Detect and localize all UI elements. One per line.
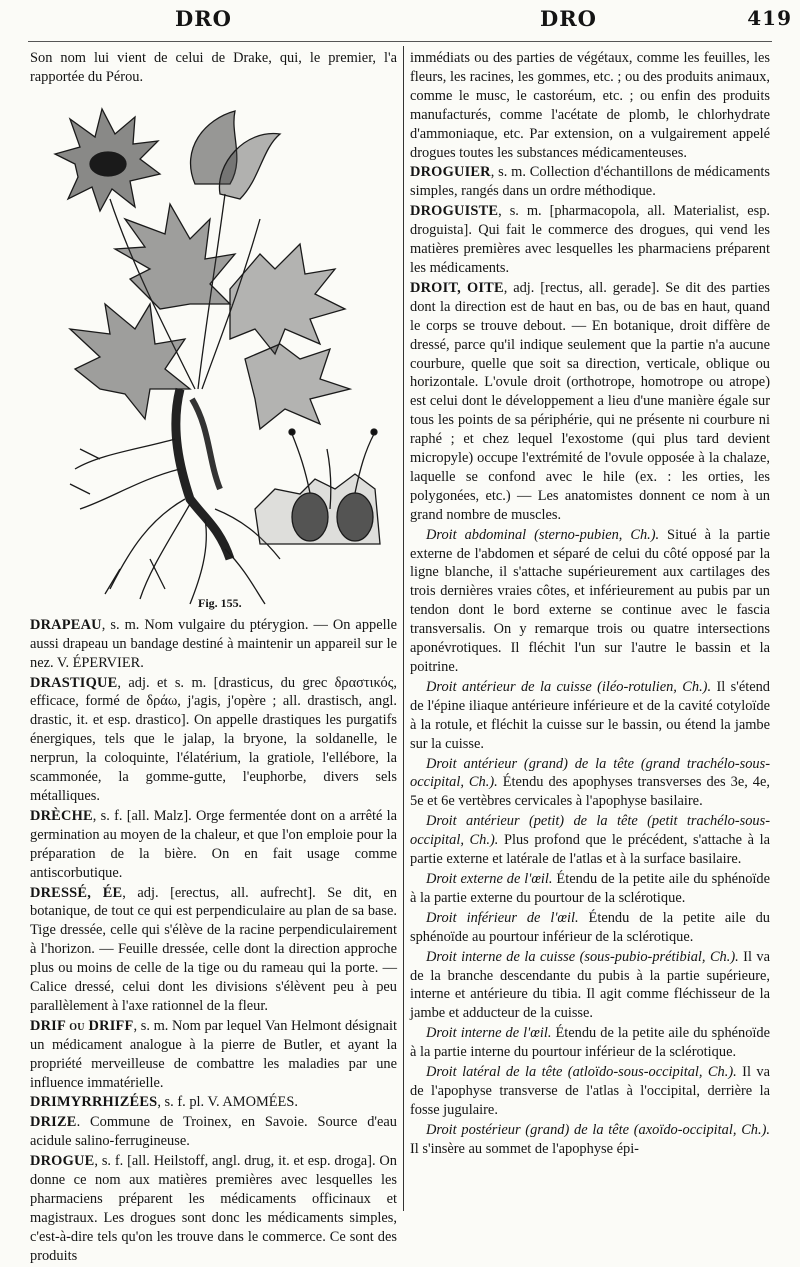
entry-headword: DRIZE [30, 1114, 77, 1131]
right-entries [410, 163, 770, 524]
header-rule [28, 41, 772, 42]
entry-headword: DRIMYRRHIZÉES [30, 1094, 158, 1111]
column-rule [403, 46, 404, 1211]
dictionary-entry [30, 884, 397, 1016]
dictionary-entry [410, 163, 770, 201]
plant-illustration [30, 89, 397, 614]
continuation-paragraph: immédiats ou des parties de végétaux, comme les feuilles, les fleurs, les racines, les gommes, etc. ; ou des produits animaux, comme le musc, le castoréum, etc. ; ou enfin des produits manufacturés, comme l'acétate de plomb, le chlorhydrate d'ammoniaque, etc. Par extension, on a vulgairement appelé drogues toutes les substances médicamenteuses. [410, 50, 770, 161]
muscle-subentry [410, 948, 770, 1024]
entry-headword: DRIF ou DRIFF [30, 1017, 134, 1034]
entry-definition: , s. m. Nom vulgaire du ptérygion. — On appelle aussi drapeau un bandage destiné à maintenir un appareil sur le nez. V. ÉPERVIER. [30, 616, 397, 671]
muscle-subentry [410, 870, 770, 908]
left-entries [30, 616, 397, 1266]
entry-headword: DRAPEAU [30, 616, 102, 633]
subentry-definition: Étendu de la petite aile du sphénoïde à la partie interne du pourtour inférieur de la sclérotique. [410, 1025, 770, 1061]
entry-definition: , s. m. Collection d'échantillons de médicaments simples, rangés dans un ordre méthodique. [410, 164, 770, 200]
entry-definition: , adj. [erectus, all. aufrecht]. Se dit, en botanique, de tout ce qui est perpendiculaire au plan de sa base. Tige dressée, celle qui s'élève de la racine perpendiculairement à l'horizon. — Feuille dressée, celle dont la direction approche plus ou moins de celle de la tige ou du rameau qui la porte. — Calice dressé, celui dont les divisions s'élèvent peu à peu parallèlement à l'axe rationnel de la fleur. [30, 884, 397, 1014]
page-number: 419 [747, 6, 792, 30]
muscle-subentry [410, 909, 770, 947]
entry-headword: DROIT, OITE [410, 279, 504, 296]
muscle-subentry [410, 526, 770, 677]
subentry-term: Droit antérieur de la cuisse (iléo-rotulien, Ch.). [426, 678, 712, 695]
entry-definition: , adj. [rectus, all. gerade]. Se dit des parties dont la direction est de haut en bas, ou de bas en haut, quand le corps se trouve debout. — En botanique, droit diffère de dressé, parce qu'il indique seulement que la partie n'a aucune courbure, quelle que soit sa direction, verticale, oblique ou horizontale. L'ovule droit (orthotrope, homotrope ou atrope) est celui dont le développement a lieu d'une manière égale sur tous les points de sa périphérie, qui ne présente ni courbure ni raphé ; et chez lequel l'exostome (qui plus tard devient micropyle) occupe l'extrémité de l'ovule opposée à la chalaze, laquelle se confond avec le hile (ex. : les orties, les polygonées, etc.) — Les anatomistes donnent ce nom à un grand nombre de muscles. [410, 279, 770, 523]
muscle-subentries [410, 526, 770, 1159]
figure-155 [30, 89, 397, 614]
muscle-subentry [410, 678, 770, 754]
subentry-definition: Il va de l'apophyse transverse de l'atlas à l'occipital, derrière la fosse jugulaire. [410, 1064, 770, 1118]
muscle-subentry [410, 1121, 770, 1159]
entry-definition: , s. m. [pharmacopola, all. Materialist, esp. droguista]. Qui fait le commerce des drogues, qui vend les matières premières avec lesquelles les pharmaciens préparent les médicaments. [410, 203, 770, 276]
entry-headword: DROGUIER [410, 164, 491, 181]
subentry-term: Droit abdominal (sterno-pubien, Ch.). [426, 526, 660, 543]
entry-definition: . Commune de Troinex, en Savoie. Source d'eau acidule salino-ferrugineuse. [30, 1114, 397, 1150]
entry-headword: DRESSÉ, ÉE [30, 884, 123, 901]
intro-paragraph: Son nom lui vient de celui de Drake, qui, le premier, l'a rapportée du Pérou. [30, 50, 397, 85]
muscle-subentry [410, 812, 770, 869]
dictionary-entry [30, 1093, 397, 1112]
entry-headword: DROGUISTE [410, 203, 499, 220]
entry-headword: DROGUE [30, 1153, 95, 1170]
dictionary-entry [30, 616, 397, 673]
running-head-right: DRO [540, 6, 597, 31]
entry-definition: , s. f. pl. V. AMOMÉES. [157, 1094, 298, 1111]
muscle-subentry [410, 1063, 770, 1120]
dictionary-entry [410, 279, 770, 525]
entry-headword: DRASTIQUE [30, 674, 118, 691]
subentry-definition: Il s'étend de l'épine iliaque antérieure inférieure et de la cavité cotyloïde à la rotule, et fléchit la cuisse sur le bassin, ou étend la jambe sur la cuisse. [410, 678, 770, 752]
dictionary-entry [30, 807, 397, 883]
entry-headword: DRÈCHE [30, 807, 93, 824]
dictionary-entry [30, 1113, 397, 1151]
subentry-definition: Étendu de la petite aile du sphénoïde à la partie externe du pourtour de la sclérotique. [410, 870, 770, 906]
dictionary-entry [410, 202, 770, 278]
entry-definition: , s. f. [all. Heilstoff, angl. drug, it. et esp. droga]. On donne ce nom aux matières premières avec lesquelles les pharmaciens préparent les médicaments officinaux et magistraux. Les drogues sont donc les médicaments simples, c'est-à-dire tels qu'on les trouve dans le commerce. Ce sont des produits [30, 1153, 397, 1264]
left-column [30, 49, 397, 1267]
subentry-definition: Il s'insère au sommet de l'apophyse épi- [410, 1140, 639, 1157]
subentry-definition: Étendu des apophyses transverses des 3e, 4e, 5e et 6e vertèbres cervicales à l'apophyse basilaire. [410, 774, 770, 810]
subentry-term: Droit interne de la cuisse (sous-pubio-prétibial, Ch.). [426, 948, 739, 965]
subentry-term: Droit postérieur (grand) de la tête (axoïdo-occipital, Ch.). [426, 1121, 770, 1138]
dictionary-entry [30, 1017, 397, 1093]
dictionary-entry [30, 674, 397, 806]
subentry-term: Droit latéral de la tête (atloïdo-sous-occipital, Ch.). [426, 1064, 737, 1081]
subentry-term: Droit interne de l'œil. [426, 1025, 552, 1042]
subentry-definition: Plus profond que le précédent, s'attache à la partie externe et latérale de l'atlas et à la surface basilaire. [410, 832, 770, 868]
entry-definition: , s. m. Nom par lequel Van Helmont désignait un médicament analogue à la pierre de Butler, et ayant la propriété merveilleuse de combattre les maladies par une influence immatérielle. [30, 1017, 397, 1091]
subentry-term: Droit inférieur de l'œil. [426, 909, 579, 926]
entry-definition: , adj. et s. m. [drasticus, du grec δραστικός, efficace, formé de δράω, j'agis, j'opère ; all. drastisch, angl. drastic, it. et esp. drastico]. On appelle drastiques les purgatifs énergiques, tels que le jalap, la bryone, la soldanelle, le nerprun, la coloquinte, l'élatérium, la gratiole, l'ellébore, la scammonée, la gomme-gutte, l'euphorbe, divers sels métalliques. [30, 674, 397, 804]
figure-caption: Fig. 155. [198, 595, 242, 610]
muscle-subentry [410, 1024, 770, 1062]
muscle-subentry [410, 755, 770, 812]
dictionary-entry [30, 1152, 397, 1265]
subentry-definition: Étendu de la petite aile du sphénoïde au pourtour inférieur de la sclérotique. [410, 909, 770, 945]
subentry-definition: Situé à la partie externe de l'abdomen et séparé de celui du côté opposé par la ligne blanche, il s'attache supérieurement aux cartilages des trois dernières vraies côtes, et inférieurement au pubis par un tendon dont le bord externe se continue avec le fascia transversalis. On y remarque trois ou quatre intersections aponévrotiques. Il fléchit l'un sur l'autre le bassin et la poitrine. [410, 526, 770, 675]
right-column [410, 49, 770, 1160]
subentry-term: Droit antérieur (grand) de la tête (grand trachélo-sous-occipital, Ch.). [410, 755, 770, 791]
subentry-definition: Il va de la branche descendante du pubis à la partie supérieure, interne et antérieure du tibia. Il agit comme fléchisseur de la jambe et adducteur de la cuisse. [410, 948, 770, 1022]
entry-definition: , s. f. [all. Malz]. Orge fermentée dont on a arrêté la germination au moyen de la chaleur, et que l'on emploie pour la préparation de la bière. On en fait usage comme antiscorbutique. [30, 807, 397, 881]
subentry-term: Droit antérieur (petit) de la tête (petit trachélo-sous-occipital, Ch.). [410, 813, 770, 849]
subentry-term: Droit externe de l'œil. [426, 870, 553, 887]
running-head-left: DRO [175, 6, 232, 31]
